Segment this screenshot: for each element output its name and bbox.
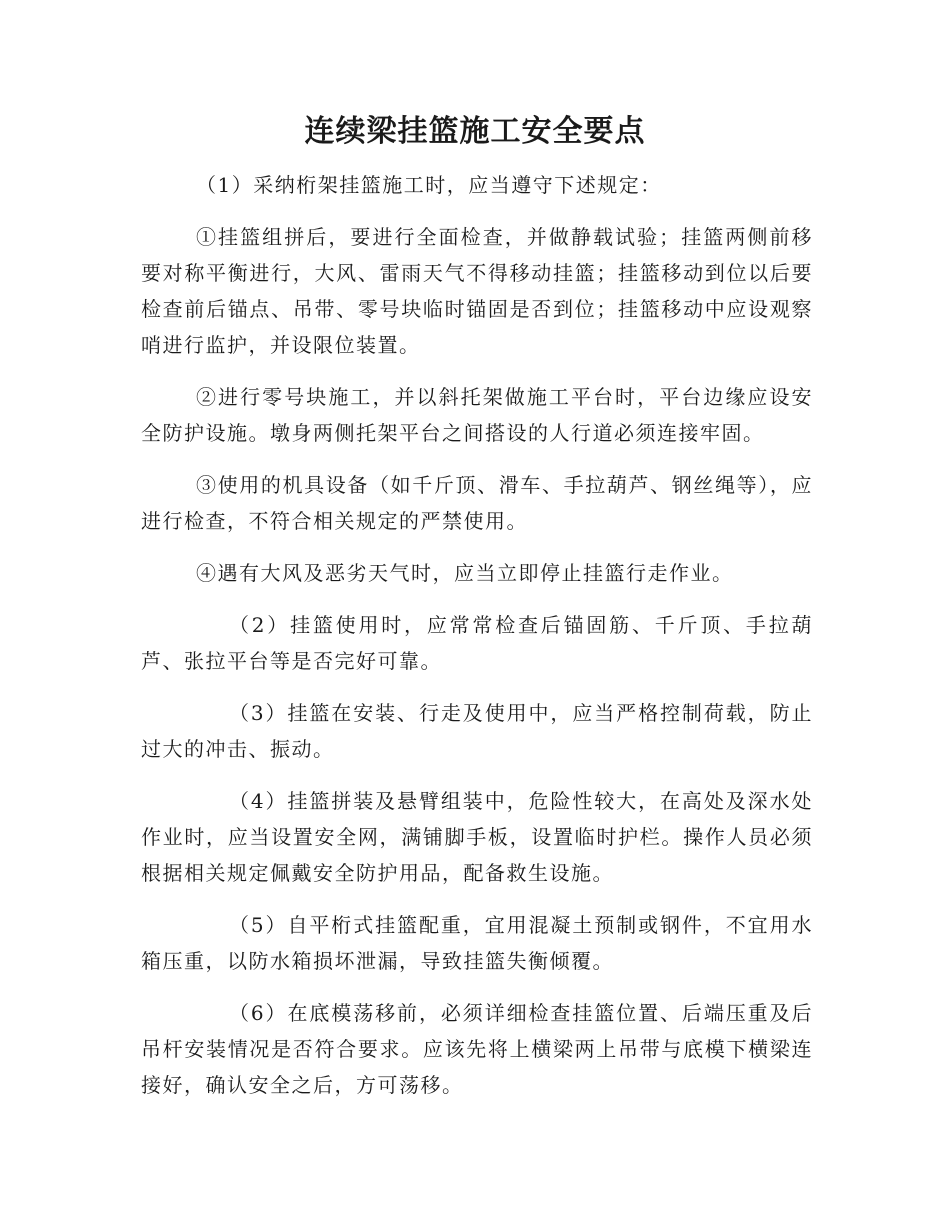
document-body [141, 167, 813, 1119]
paragraph-3: ②进行零号块施工，并以斜托架做施工平台时，平台边缘应设安全防护设施。墩身两侧托架平台之间搭设的人行道必须连接牢固。 [141, 385, 813, 445]
paragraph-9: （5）自平桁式挂篮配重，宜用混凝土预制或钢件，不宜用水箱压重，以防水箱损坏泄漏，导致挂篮失衡倾覆。 [141, 913, 813, 973]
paragraph-6: （2）挂篮使用时，应常常检查后锚固筋、千斤顶、手拉葫芦、张拉平台等是否完好可靠。 [141, 613, 813, 673]
paragraph-8: （4）挂篮拼装及悬臂组装中，危险性较大，在高处及深水处作业时，应当设置安全网，满铺脚手板，设置临时护栏。操作人员必须根据相关规定佩戴安全防护用品，配备救生设施。 [141, 789, 813, 885]
paragraph-10: （6）在底模荡移前，必须详细检查挂篮位置、后端压重及后吊杆安装情况是否符合要求。应该先将上横梁两上吊带与底模下横梁连接好，确认安全之后，方可荡移。 [141, 1001, 813, 1097]
paragraph-4: ③使用的机具设备（如千斤顶、滑车、手拉葫芦、钢丝绳等），应进行检查，不符合相关规定的严禁使用。 [141, 473, 813, 533]
paragraph-7: （3）挂篮在安装、行走及使用中，应当严格控制荷载，防止过大的冲击、振动。 [141, 701, 813, 761]
paragraph-5: ④遇有大风及恶劣天气时，应当立即停止挂篮行走作业。 [196, 561, 734, 585]
document-title: 连续梁挂篮施工安全要点 [304, 114, 646, 149]
paragraph-2: ①挂篮组拼后，要进行全面检查，并做静载试验；挂篮两侧前移要对称平衡进行，大风、雷雨天气不得移动挂篮；挂篮移动到位以后要检查前后锚点、吊带、零号块临时锚固是否到位；挂篮移动中应设观察哨进行监护，并设限位装置。 [141, 225, 813, 357]
paragraph-1: （1）采纳桁架挂篮施工时，应当遵守下述规定： [196, 173, 662, 197]
